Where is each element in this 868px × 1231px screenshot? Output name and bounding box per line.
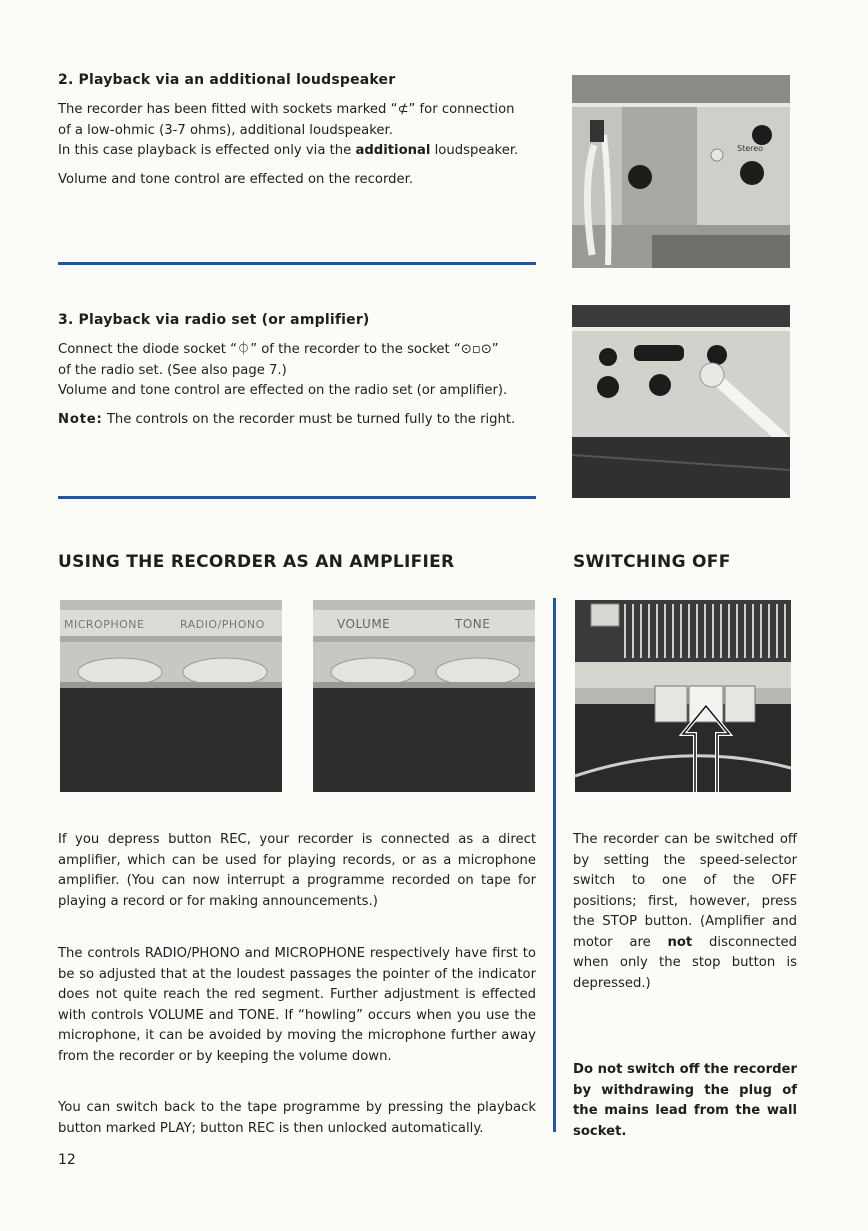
amplifier-paragraph-1: If you depress button REC, your recorder is connected as a direct amplifier, which can be used for playing records, or as a microphone amplifier. (You can now interrupt a programme recorded on tape for playing a record or for making announcements.) [58,832,536,909]
switching-off-heading: SWITCHING OFF [573,552,731,572]
amplifier-heading: USING THE RECORDER AS AN AMPLIFIER [58,552,455,572]
switching-off-paragraph: The recorder can be switched off by setting the speed-selector switch to one of the OFF positions; first, however, press the STOP button. (Amplifier and motor are not disconnected when only the stop button is depressed.) [573,832,797,991]
section-2-line-2: of a low-ohmic (3-7 ohms), additional loudspeaker. [58,122,393,138]
page-number: 12 [58,1152,76,1168]
section-2-body [58,100,538,190]
section-2-line-3: In this case playback is effected only via the additional loudspeaker. [58,143,519,158]
section-3-line-3: Volume and tone control are effected on the radio set (or amplifier). [58,383,508,398]
radio-socket-icon: ⊙▫⊙ [460,342,492,357]
switching-off-warning: Do not switch off the recorder by withdrawing the plug of the mains lead from the wall socket. [573,1062,797,1139]
divider-rule-2 [58,496,536,499]
photo-diode-socket [572,305,790,498]
section-2-heading: 2. Playback via an additional loudspeaker [58,72,396,88]
section-3-body [58,340,538,430]
tone-label: TONE [455,617,491,631]
photo-loudspeaker-sockets [572,75,790,268]
stereo-label: Stereo [737,144,764,153]
section-3-heading: 3. Playback via radio set (or amplifier) [58,312,370,328]
radio-phono-label: RADIO/PHONO [180,618,265,631]
diode-socket-icon: ⏀ [237,342,251,357]
section-3-line-1: Connect the diode socket “⏀” of the recorder to the socket “⊙▫⊙” [58,342,499,357]
divider-rule-1 [58,262,536,265]
photo-stop-button [575,600,791,792]
section-3-line-2: of the radio set. (See also page 7.) [58,362,287,378]
photo-volume-tone-controls [313,600,535,792]
amplifier-paragraph-3: You can switch back to the tape programme by pressing the playback button marked PLAY; button REC is then unlocked automatically. [58,1100,536,1136]
section-2-line-1: The recorder has been fitted with sockets marked “⊄” for connection [58,102,515,117]
section-3-note: Note: The controls on the recorder must be turned fully to the right. [58,411,516,427]
loudspeaker-socket-icon: ⊄ [397,102,409,117]
section-2-line-4: Volume and tone control are effected on the recorder. [58,171,414,187]
vertical-rule [553,598,556,1132]
volume-label: VOLUME [337,617,391,631]
microphone-label: MICROPHONE [64,618,145,631]
photo-mic-radio-controls [60,600,282,792]
amplifier-paragraph-2: The controls RADIO/PHONO and MICROPHONE respectively have first to be so adjusted that at the loudest passages the pointer of the indicator does not quite reach the red segment. Further adjustment is effected with controls VOLUME and TONE. If “howling” occurs when you use the microphone, it can be avoided by moving the microphone further away from the recorder or by keeping the volume down. [58,946,536,1064]
